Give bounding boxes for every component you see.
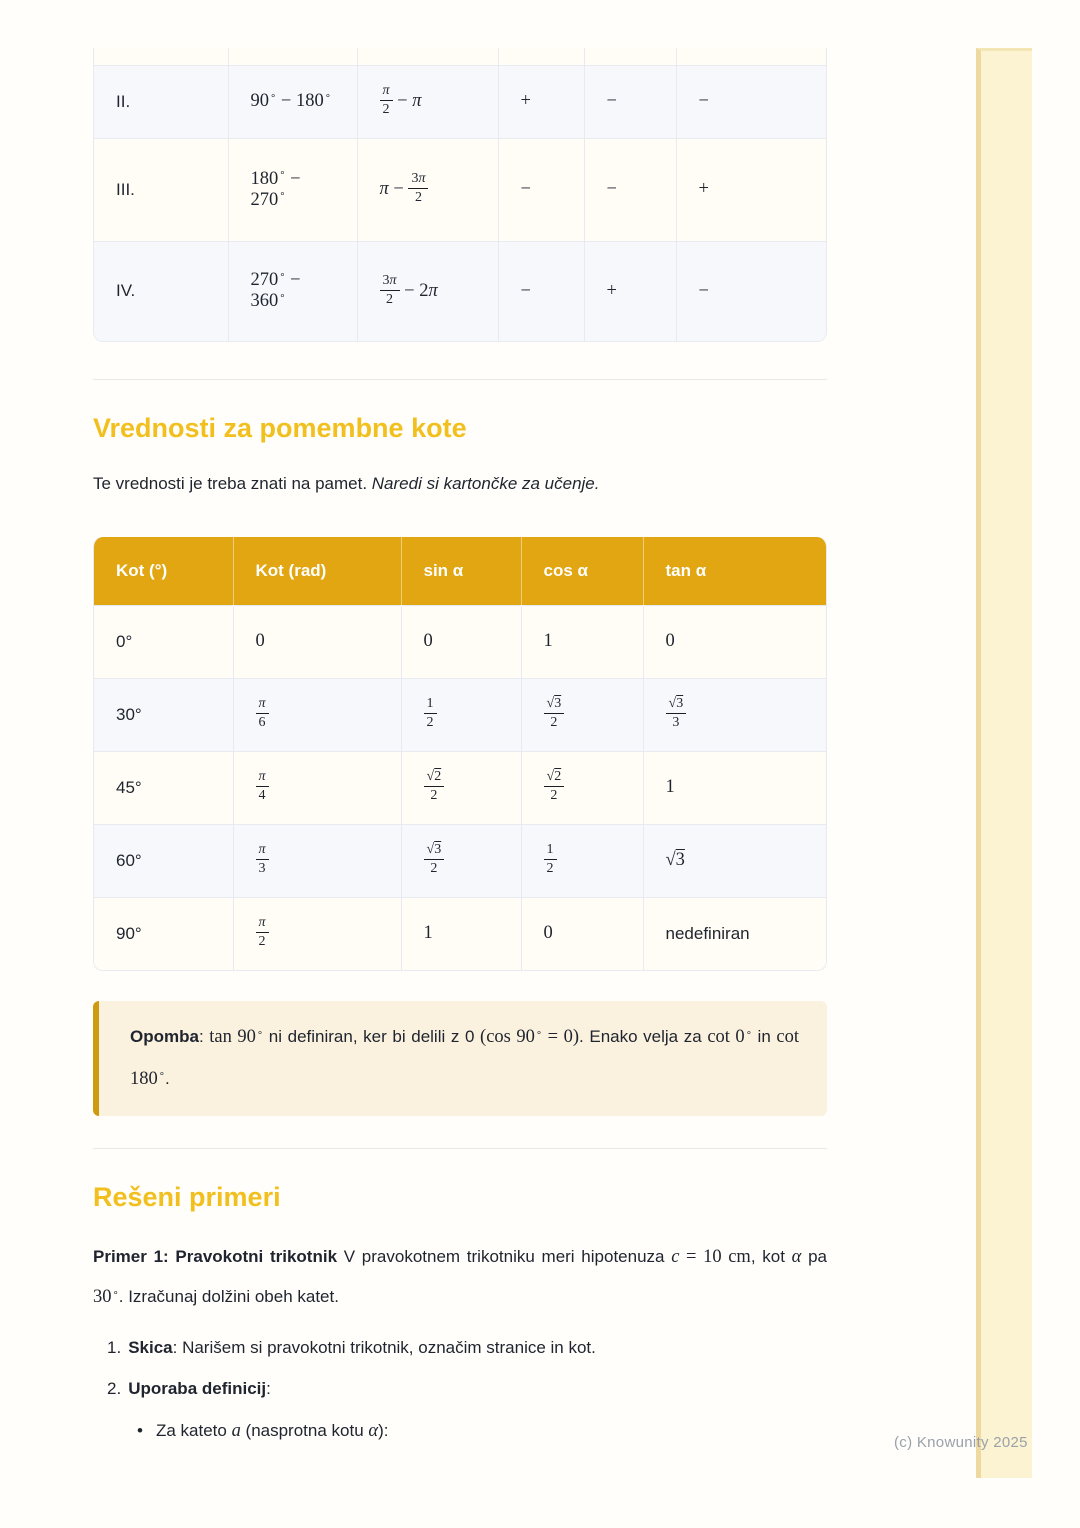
table-cell: 0° [94, 605, 233, 678]
column-header: cos α [521, 537, 643, 605]
table-row [94, 824, 827, 897]
table-cell: − [584, 65, 676, 138]
table-cell: 1 [401, 897, 521, 970]
table-cell: 1 [643, 751, 827, 824]
table-cell: 1 [521, 605, 643, 678]
table-cell: II. [94, 65, 228, 138]
bullet-icon: • [137, 1421, 143, 1440]
column-header: Kot (°) [94, 537, 233, 605]
column-header: Kot (rad) [233, 537, 401, 605]
table-cell [357, 48, 498, 65]
document-page [93, 0, 827, 1447]
table-cell: $\frac{√3}{2}$ [401, 824, 521, 897]
table-cell: + [676, 138, 827, 241]
table-cell: − [584, 138, 676, 241]
table-cell: $\frac{\pi}{2}$ [233, 897, 401, 970]
table-cell: 45° [94, 751, 233, 824]
table-cell: 180∘ − 270∘ [228, 138, 357, 241]
table-cell: − [676, 241, 827, 341]
list-number: 1. [107, 1337, 122, 1357]
table-cell: III. [94, 138, 228, 241]
table-cell: 0 [401, 605, 521, 678]
page-edge-strip [976, 48, 1032, 1478]
table-cell: 0 [233, 605, 401, 678]
table-cell: − [498, 138, 584, 241]
section-heading-values: Vrednosti za pomembne kote [93, 413, 467, 443]
note-box [93, 1001, 827, 1116]
list-item: • Za kateto a (nasprotna kotu α): [137, 1421, 389, 1441]
table-cell: IV. [94, 241, 228, 341]
table-cell: $\frac{√2}{2}$ [401, 751, 521, 824]
section-divider [93, 1148, 827, 1149]
table-cell: 60° [94, 824, 233, 897]
table-cell: − [676, 65, 827, 138]
table-row [94, 138, 827, 241]
solution-steps-list [93, 1334, 827, 1447]
table-cell: $\frac{\pi}{6}$ [233, 678, 401, 751]
table-cell: $\frac{1}{2}$ [401, 678, 521, 751]
quadrant-sign-table [94, 48, 827, 341]
table-cell: 0 [643, 605, 827, 678]
values-intro-text: Te vrednosti je treba znati na pamet. Naredi si kartončke za učenje. [93, 474, 600, 494]
table-row [94, 605, 827, 678]
example-1-statement: Primer 1: Pravokotni trikotnik V pravokotnem trikotniku meri hipotenuza c = 10 cm, kot α pa 30∘. Izračunaj dolžini obeh katet. [93, 1246, 827, 1308]
table-cell: 90° [94, 897, 233, 970]
quadrant-table-container [93, 48, 827, 342]
values-table-container [93, 537, 827, 971]
list-item: 1. Skica: Narišem si pravokotni trikotnik, označim stranice in kot. [107, 1337, 596, 1357]
table-cell: − [498, 241, 584, 341]
table-cell: 30° [94, 678, 233, 751]
table-row [94, 241, 827, 341]
table-row-partial [94, 48, 827, 65]
table-cell: + [584, 241, 676, 341]
table-row [94, 65, 827, 138]
table-cell: $\frac{√3}{3}$ [643, 678, 827, 751]
important-angles-table [94, 537, 827, 970]
column-header: tan α [643, 537, 827, 605]
table-cell [676, 48, 827, 65]
list-item: 2. Uporaba definicij: [107, 1378, 271, 1398]
table-row [94, 897, 827, 970]
watermark: (c) Knowunity 2025 [894, 1434, 1028, 1451]
column-header: sin α [401, 537, 521, 605]
table-cell [94, 48, 228, 65]
table-row [94, 678, 827, 751]
table-cell: $\frac{3\pi}{2}$ − 2π [357, 241, 498, 341]
note-text: Opomba: tan 90∘ ni definiran, ker bi delili z 0 (cos 90∘ = 0). Enako velja za cot 0∘ in cot 180∘. [130, 1027, 800, 1089]
table-cell: $\frac{√3}{2}$ [521, 678, 643, 751]
table-cell: $\frac{\pi}{4}$ [233, 751, 401, 824]
table-cell: 270∘ − 360∘ [228, 241, 357, 341]
list-number: 2. [107, 1378, 122, 1398]
table-header-row [94, 537, 827, 605]
table-cell: 0 [521, 897, 643, 970]
table-cell: π − $\frac{3\pi}{2}$ [357, 138, 498, 241]
table-cell [228, 48, 357, 65]
section-divider [93, 379, 827, 380]
table-cell [498, 48, 584, 65]
table-cell: 90∘ − 180∘ [228, 65, 357, 138]
table-cell: $\frac{√2}{2}$ [521, 751, 643, 824]
table-cell: $\frac{\pi}{3}$ [233, 824, 401, 897]
table-cell [584, 48, 676, 65]
table-cell: + [498, 65, 584, 138]
table-cell: $\frac{1}{2}$ [521, 824, 643, 897]
section-heading-examples: Rešeni primeri [93, 1182, 281, 1213]
table-cell: nedefiniran [643, 897, 827, 970]
table-row [94, 751, 827, 824]
table-cell: $\frac{\pi}{2}$ − π [357, 65, 498, 138]
table-cell: √3 [643, 824, 827, 897]
